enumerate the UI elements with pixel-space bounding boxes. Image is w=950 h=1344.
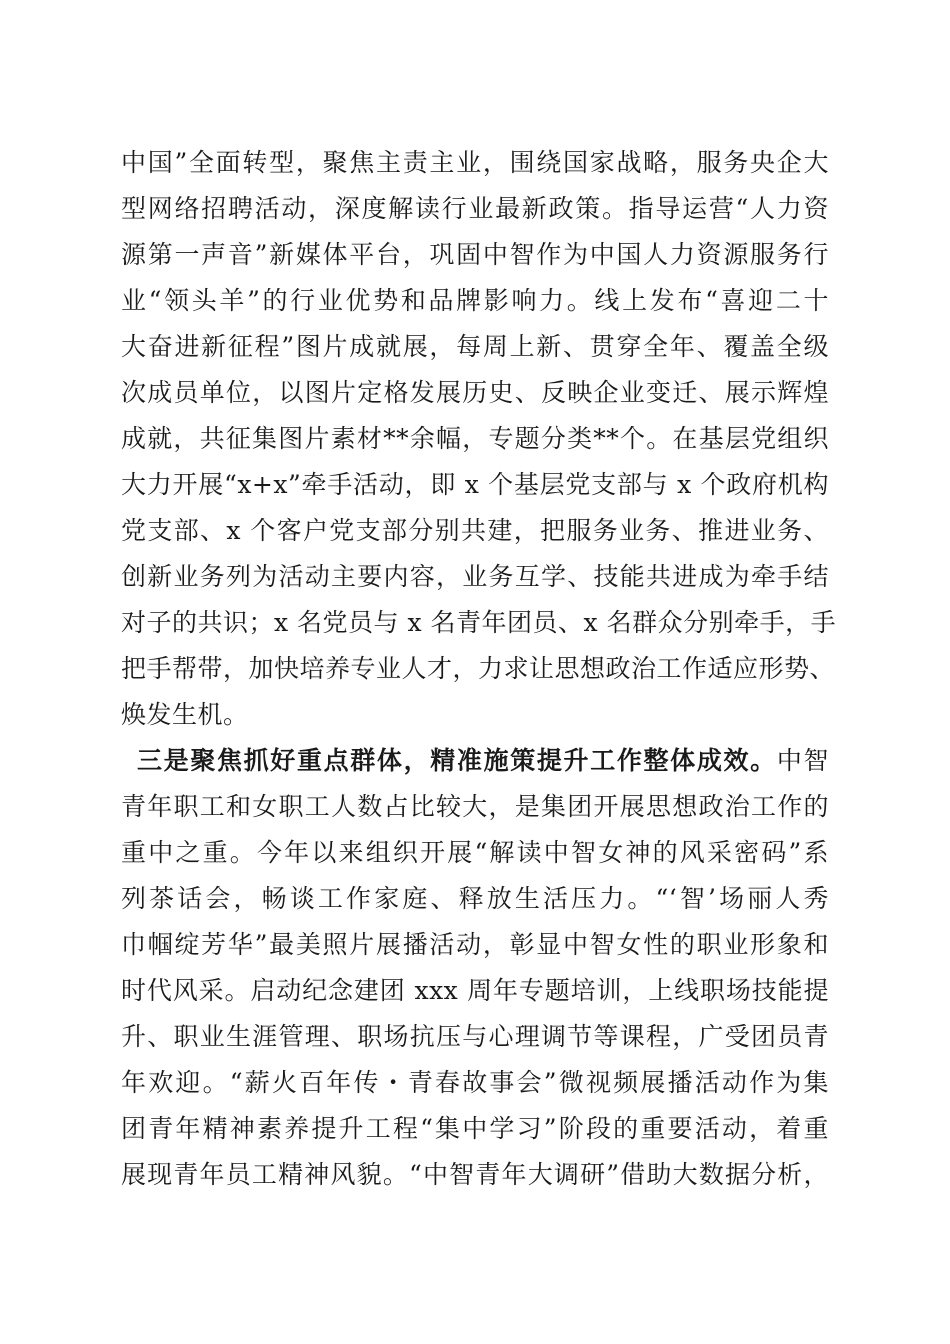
- text-line: 展现青年员工精神风貌。“中智青年大调研”借助大数据分析，: [121, 1160, 829, 1189]
- text-line: 时代风采。启动纪念建团 xxx 周年专题培训，上线职场技能提: [121, 976, 829, 1005]
- text-line: 把手帮带，加快培养专业人才，力求让思想政治工作适应形势、: [121, 654, 836, 683]
- text-line: 重中之重。今年以来组织开展“解读中智女神的风采密码”系: [121, 838, 829, 867]
- text-line: 大奋进新征程”图片成就展，每周上新、贯穿全年、覆盖全级: [121, 332, 829, 361]
- text-line: 业“领头羊”的行业优势和品牌影响力。线上发布“喜迎二十: [121, 286, 829, 315]
- text-line: 对子的共识；x 名党员与 x 名青年团员、x 名群众分别牵手，手: [121, 608, 837, 637]
- paragraph-continuation: [121, 140, 837, 738]
- text-line: 大力开展“x+x”牵手活动，即 x 个基层党支部与 x 个政府机构: [121, 470, 829, 499]
- text-line: 党支部、x 个客户党支部分别共建，把服务业务、推进业务、: [121, 516, 829, 545]
- text-line: 型网络招聘活动，深度解读行业最新政策。指导运营“人力资: [121, 194, 829, 223]
- text-line: 团青年精神素养提升工程“集中学习”阶段的重要活动，着重: [121, 1114, 829, 1143]
- text-line: 创新业务列为活动主要内容，业务互学、技能共进成为牵手结: [121, 562, 829, 591]
- paragraph-first-line: [121, 738, 829, 784]
- text-line: 次成员单位，以图片定格发展历史、反映企业变迁、展示辉煌: [121, 378, 829, 407]
- text-line: 成就，共征集图片素材**余幅，专题分类**个。在基层党组织: [121, 424, 829, 453]
- text-line: 焕发生机。: [121, 700, 249, 729]
- paragraph-key-groups: [121, 738, 829, 1198]
- text-line: 青年职工和女职工人数占比较大，是集团开展思想政治工作的: [121, 792, 829, 821]
- document-body: [121, 140, 837, 1198]
- text-line: 源第一声音”新媒体平台，巩固中智作为中国人力资源服务行: [121, 240, 829, 269]
- text-run: 中智: [776, 746, 829, 775]
- text-line: 列茶话会，畅谈工作家庭、释放生活压力。“‘智’场丽人秀: [121, 884, 829, 913]
- paragraph-heading: 三是聚焦抓好重点群体，精准施策提升工作整体成效。: [137, 746, 777, 775]
- text-line: 巾帼绽芳华”最美照片展播活动，彰显中智女性的职业形象和: [121, 930, 829, 959]
- text-line: 升、职业生涯管理、职场抗压与心理调节等课程，广受团员青: [121, 1022, 829, 1051]
- text-line: 年欢迎。“薪火百年传・青春故事会”微视频展播活动作为集: [121, 1068, 829, 1097]
- text-line: 中国”全面转型，聚焦主责主业，围绕国家战略，服务央企大: [121, 148, 829, 177]
